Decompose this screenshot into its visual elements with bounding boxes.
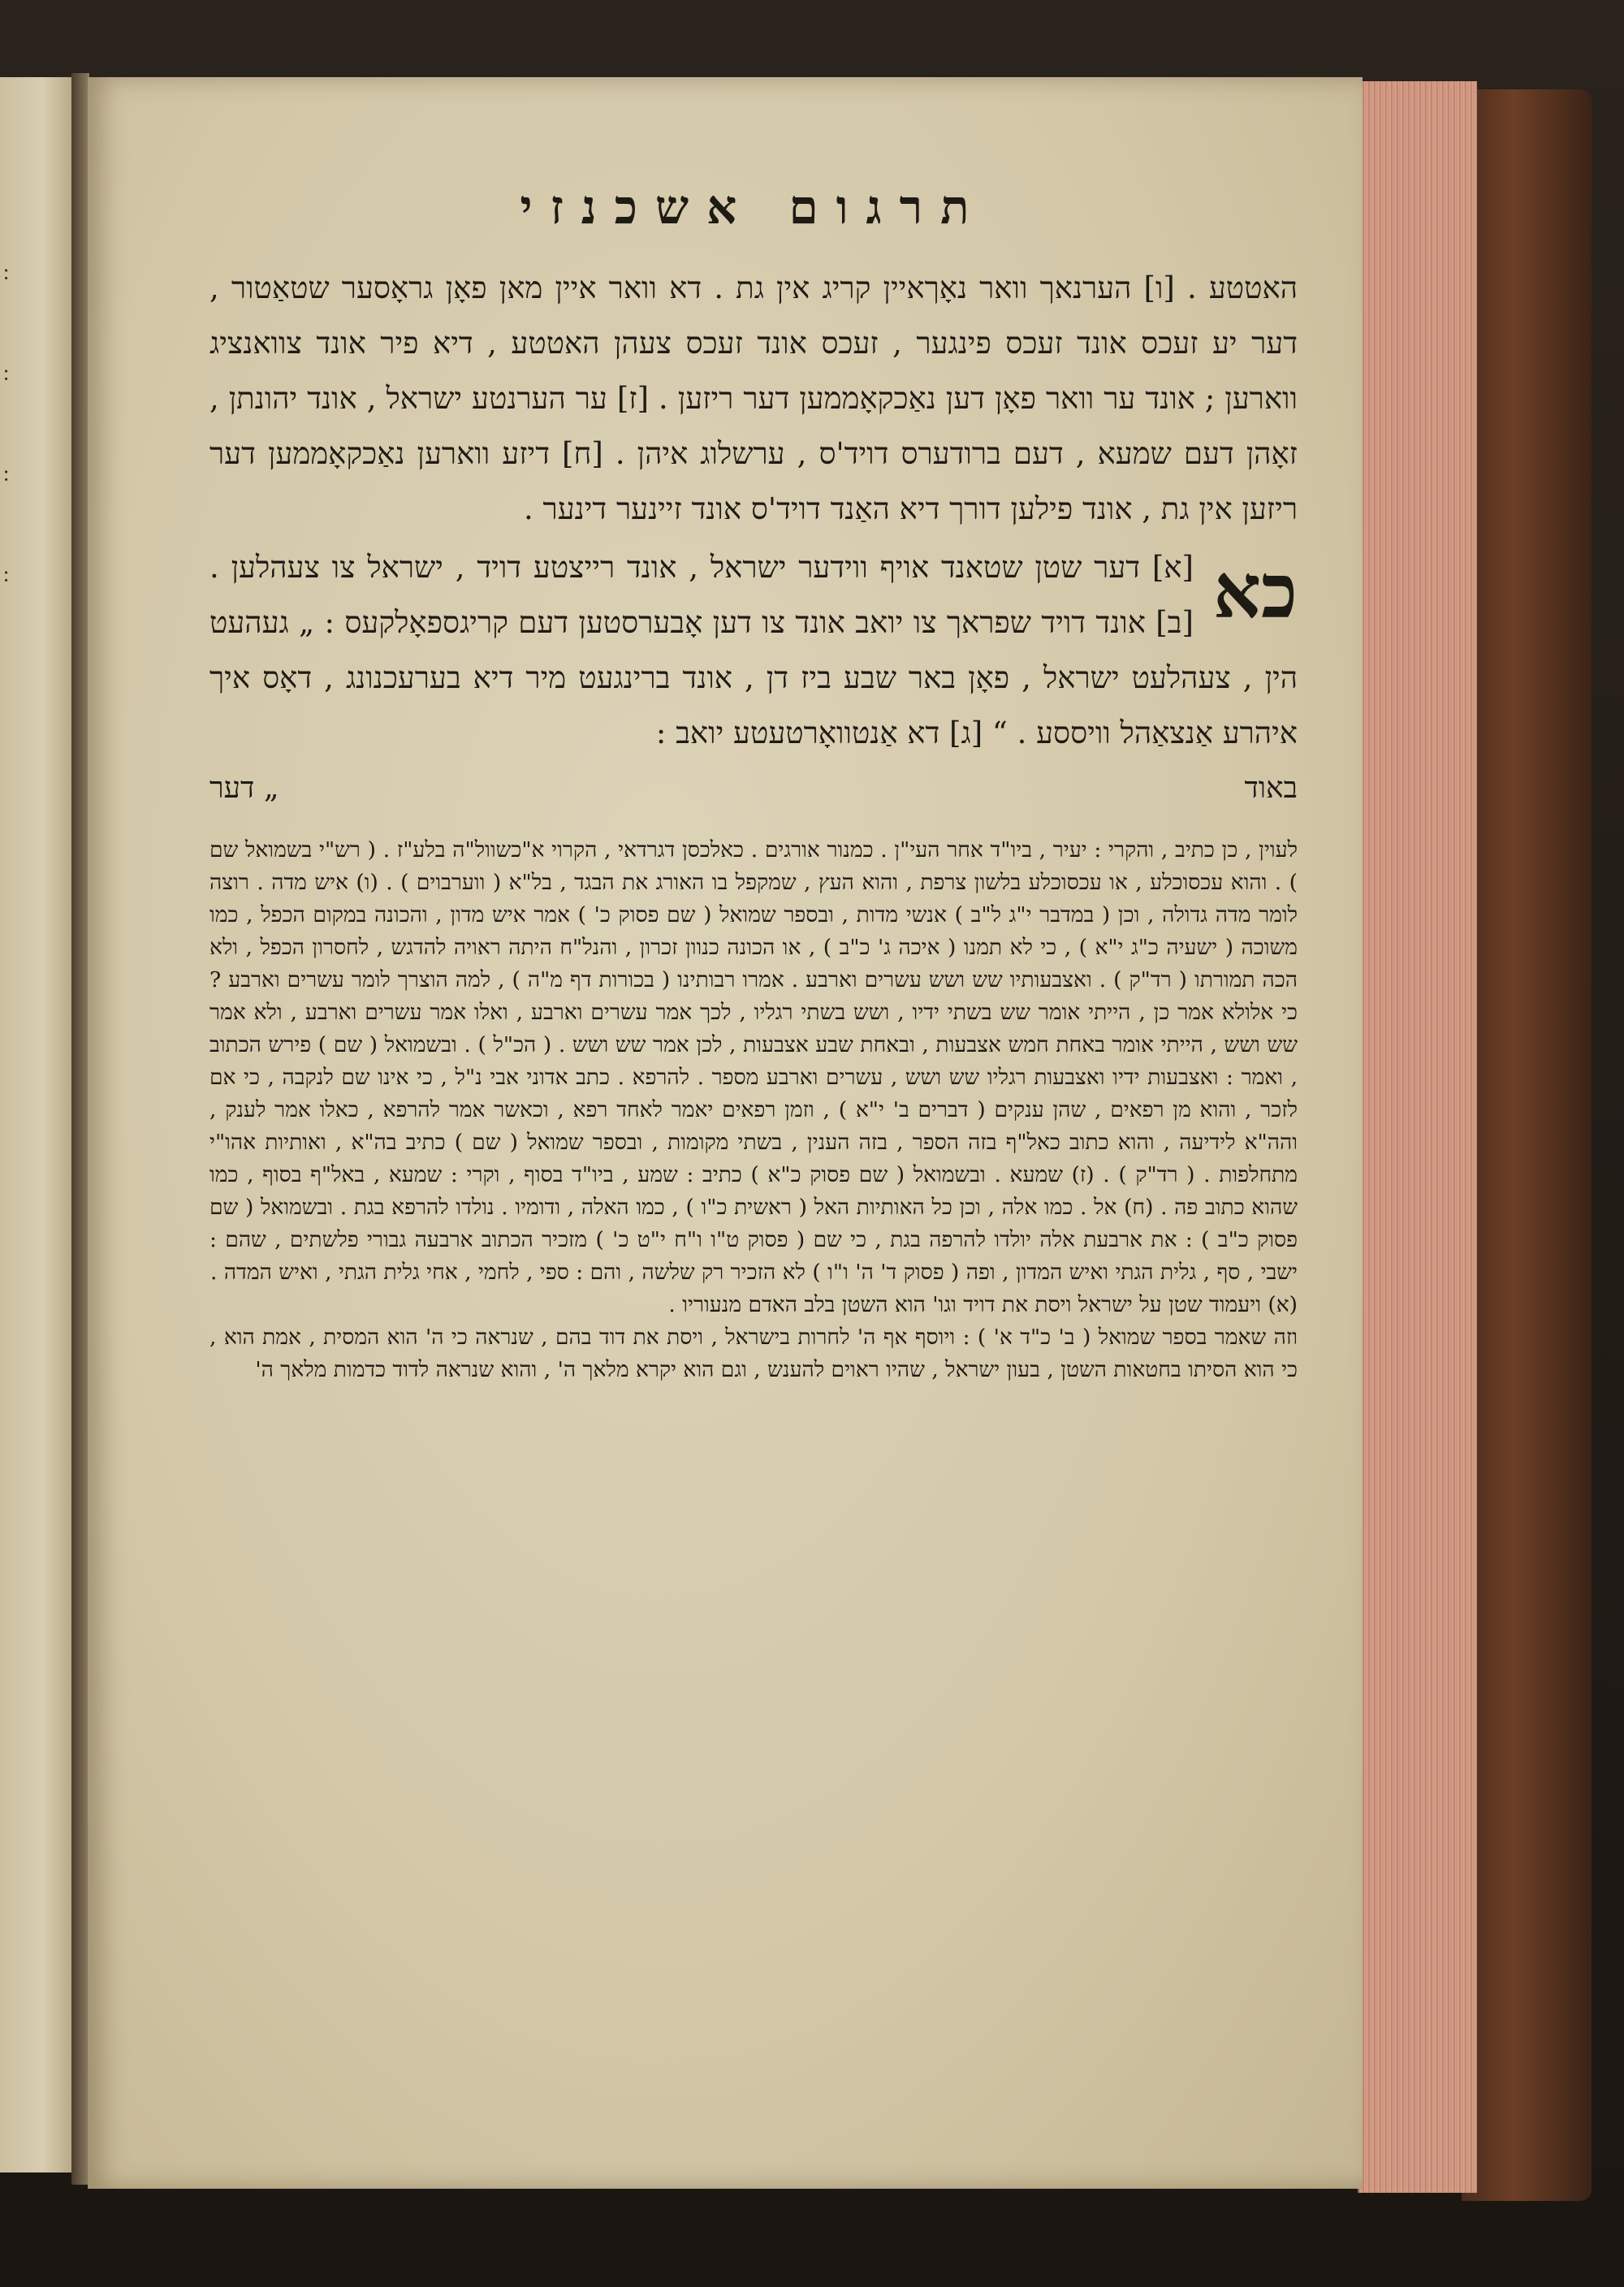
catchword-line	[209, 764, 1298, 813]
commentary-chapter-line: (א) ויעמוד שטן על ישראל ויסת את דויד וגו' הוא השטן בלב האדם מנעוריו .	[668, 1292, 1298, 1317]
main-text-paragraph: האטטע . [ו] הערנאך וואר נאָךאיין קריג אין גת . דא וואר איין מאן פאָן גראָסער שטאַטור , דער יע זעכס אונד זעכס פינגער , זעכס אונד זעכס צעהן האטטע , דיא פיר אונד צוואנציג ווארען ; אונד ער וואר פאָן דען נאַכקאָממען דער ריזען . [ז] ער הערנטע ישראל , אונד יהונתן , זאָהן דעם שמעא , דעם ברודערס דויד'ס , ערשלוג איהן . [ח] דיזע ווארען נאַכקאָממען דער ריזען אין גת , אונד פילען דורך דיא האַנד דויד'ס אונד זיינער דינער .	[209, 270, 1298, 526]
book-cover	[1462, 89, 1592, 2201]
commentary	[209, 834, 1298, 1386]
chapter-block	[209, 540, 1298, 761]
main-text	[209, 261, 1298, 761]
commentary-paragraph: לעוין , כן כתיב , והקרי : יעיר , ביו"ד אחר העי"ן . כמנור אורגים . כאלכסן דגרדאי , הקרוי א"כשוול"ה בלע"ז . ( רש"י בשמואל שם ) . והוא עכסוכלע , או עכסוכלע בלשון צרפת , והוא העץ , שמקפל בו האורג את הבגד , בל"א ( ווערבוים ) . (ו) איש מדה . רוצה לומר מדה גדולה , וכן ( במדבר י"ג ל"ב ) אנשי מדות , ובספר שמואל ( שם פסוק כ' ) אמר איש מדון , והכונה במקום הכפל , כמו משוכה ( ישעיה כ"ג י"א ) , כי לא תמנו ( איכה ג' כ"ב ) , או הכונה כנוון זכרון , והנל"ח היתה ראויה להדגש , לחסרון הכפל , ולא הכה תמורתו ( רד"ק ) . ואצבעותיו שש ושש עשרים וארבע . אמרו רבותינו ( בכורות דף מ"ה ) , למה הוצרך לומר עשרים וארבע ? כי אלולא אמר כן , הייתי אומר שש בשתי ידיו , ושש בשתי רגליו , לכך אמר עשרים וארבע , ואלו אמר עשרים וארבע , ולא אמר שש ושש , הייתי אומר באחת חמש אצבעות , ובאחת שבע אצבעות , לכן אמר שש ושש . ( הכ"ל ) . ובשמואל ( שם ) פירש הכתוב , ואמר : ואצבעות ידיו ואצבעות רגליו שש ושש , עשרים וארבע מספר . להרפא . כתב אדוני אבי נ"ל , כי אינו שם לנקבה , כי אם לזכר , והוא מן רפאים , שהן ענקים ( דברים ב' י"א ) , וזמן רפאים יאמר לאחד רפא , וכאשר אמר להרפא , כאלו אמר לענק , והה"א לידיעה , והוא כתוב כאל"ף בזה הספר , בזה הענין , בשתי מקומות , ובספר שמואל ( שם ) כתיב בה"א , ואותיות אהו"י מתחלפות . ( רד"ק ) . (ז) שמעא . ובשמואל ( שם פסוק כ"א ) כתיב : שמע , ביו"ד בסוף , וקרי : שמעא , באל"ף בסוף , כמו שהוא כתוב פה . (ח) אל . כמו אלה , וכן כל האותיות האל ( ראשית כ"ו ) , כמו האלה , ודומיו . נולדו להרפא בגת . ובשמואל ( שם פסוק כ"ב ) : את ארבעת אלה יולדו להרפה בגת , כי שם ( פסוק ט"ו ו"ח י"ט כ' ) מזכיר הכתוב ארבעה גבורי פלשתים , שהם : ישבי , סף , גלית הגתי ואיש המדון , ופה ( פסוק ד' ה' ו"ו ) לא הזכיר רק שלשה , והם : ספי , לחמי , אחי גלית הגתי , ואיש המדה .	[209, 837, 1298, 1285]
chapter-number: כא	[1212, 547, 1298, 635]
page-fore-edge	[1358, 81, 1477, 2193]
left-page-edge	[0, 77, 74, 2172]
chapter-text: [א] דער שטן שטאנד אויף ווידער ישראל , אונד רייצטע דויד , ישראל צו צעהלען . [ב] אונד דויד שפראך צו יואב אונד צו דען אָבערסטען דעם קריגספאָלקעס : „ געהעט הין , צעהלעט ישראל , פאָן באר שבע ביז דן , אונד ברינגעט מיר דיא בערעכנונג , דאָס איך איהרע אַנצאַהל וויססע . “ [ג] דא אַנטוואָרטעטע יואב :	[209, 550, 1298, 750]
catchword-right: באוד	[1244, 772, 1298, 805]
right-page	[88, 77, 1363, 2189]
left-page-marks	[3, 248, 19, 897]
page-content	[209, 175, 1298, 2010]
running-head: תרגום אשכנזי	[520, 179, 987, 235]
catchword-left: „ דער	[209, 772, 279, 805]
commentary-paragraph: וזה שאמר בספר שמואל ( ב' כ"ד א' ) : ויוסף אף ה' לחרות בישראל , ויסת את דוד בהם , שנראה כי ה' הוא המסית , אמת הוא , כי הוא הסיתו בחטאות השטן , בעון ישראל , שהיו ראוים להענש , וגם הוא יקרא מלאך ה' , והוא שנראה לדוד כדמות מלאך ה'	[209, 1325, 1298, 1382]
gutter	[71, 73, 89, 2185]
